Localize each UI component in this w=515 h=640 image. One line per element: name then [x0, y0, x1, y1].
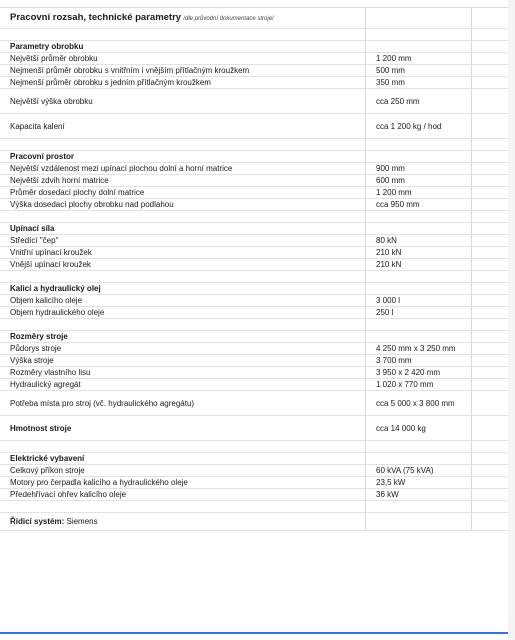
title-cell[interactable] — [0, 8, 366, 29]
param-label[interactable]: Vnější upínací kroužek — [0, 259, 366, 271]
table-row — [0, 343, 515, 355]
param-value[interactable]: 250 l — [366, 307, 472, 319]
title-row — [0, 8, 515, 29]
blank-row — [0, 29, 515, 41]
section-heading[interactable]: Kalicí a hydraulický olej — [0, 283, 366, 295]
table-row — [0, 513, 515, 531]
table-row — [0, 114, 515, 139]
param-label[interactable]: Půdorys stroje — [0, 343, 366, 355]
section-header-row — [0, 283, 515, 295]
param-label[interactable]: Největší výška obrobku — [0, 89, 366, 114]
param-value[interactable]: cca 5 000 x 3 800 mm — [366, 391, 472, 416]
param-label: Řídicí systém: — [10, 517, 65, 526]
param-label[interactable]: Výška stroje — [0, 355, 366, 367]
section-heading[interactable]: Elektrické vybavení — [0, 453, 366, 465]
param-label[interactable]: Objem kalicího oleje — [0, 295, 366, 307]
title-note: /dle průvodní dokumentace stroje/ — [183, 15, 274, 22]
table-row — [0, 477, 515, 489]
param-value[interactable]: cca 250 mm — [366, 89, 472, 114]
param-value[interactable]: 1 200 mm — [366, 53, 472, 65]
blank-row — [0, 271, 515, 283]
blank-row — [0, 139, 515, 151]
section-heading[interactable]: Pracovní prostor — [0, 151, 366, 163]
param-value[interactable]: 80 kN — [366, 235, 472, 247]
blank-row — [0, 211, 515, 223]
param-value[interactable]: 4 250 mm x 3 250 mm — [366, 343, 472, 355]
section-header-row — [0, 331, 515, 343]
blank-row — [0, 319, 515, 331]
param-value[interactable]: 3 950 x 2 420 mm — [366, 367, 472, 379]
param-value[interactable]: cca 950 mm — [366, 199, 472, 211]
parameter-table — [0, 8, 515, 531]
table-row — [0, 65, 515, 77]
param-label[interactable]: Průměr dosedací plochy dolní matrice — [0, 187, 366, 199]
param-value[interactable]: 900 mm — [366, 163, 472, 175]
section-header-row — [0, 41, 515, 53]
param-label[interactable]: Největší průměr obrobku — [0, 53, 366, 65]
table-row — [0, 163, 515, 175]
table-row — [0, 489, 515, 501]
param-label[interactable]: Předehřívací ohřev kalicího oleje — [0, 489, 366, 501]
param-value[interactable]: 1 200 mm — [366, 187, 472, 199]
top-strip — [0, 0, 515, 8]
blank-row — [0, 501, 515, 513]
param-value[interactable]: 350 mm — [366, 77, 472, 89]
table-row — [0, 187, 515, 199]
section-header-row — [0, 453, 515, 465]
param-value[interactable]: 1 020 x 770 mm — [366, 379, 472, 391]
table-row — [0, 89, 515, 114]
blank-row — [0, 441, 515, 453]
empty-cell[interactable] — [366, 8, 472, 29]
table-row — [0, 367, 515, 379]
table-row — [0, 77, 515, 89]
table-row — [0, 235, 515, 247]
table-row — [0, 355, 515, 367]
page-title: Pracovní rozsah, technické parametry — [10, 11, 182, 23]
param-label[interactable]: Hmotnost stroje — [0, 416, 366, 441]
table-row — [0, 295, 515, 307]
param-label[interactable]: Rozměry vlastního lisu — [0, 367, 366, 379]
table-row — [0, 259, 515, 271]
param-label[interactable]: Motory pro čerpadla kalicího a hydraulického oleje — [0, 477, 366, 489]
param-label[interactable]: Hydraulický agregát — [0, 379, 366, 391]
param-label[interactable]: Potřeba místa pro stroj (vč. hydraulického agregátu) — [0, 391, 366, 416]
param-value[interactable]: 3 000 l — [366, 295, 472, 307]
param-value[interactable]: 60 kVA (75 kVA) — [366, 465, 472, 477]
param-label[interactable]: Výška dosedací plochy obrobku nad podlahou — [0, 199, 366, 211]
table-row — [0, 53, 515, 65]
bottom-accent-bar — [0, 632, 508, 634]
param-value[interactable]: 36 kW — [366, 489, 472, 501]
param-value[interactable]: cca 14 000 kg — [366, 416, 472, 441]
param-label[interactable]: Objem hydraulického oleje — [0, 307, 366, 319]
table-row — [0, 391, 515, 416]
param-value[interactable]: 210 kN — [366, 259, 472, 271]
param-value[interactable]: 210 kN — [366, 247, 472, 259]
table-row — [0, 416, 515, 441]
param-label[interactable]: Nejmenší průměr obrobku s vnitřním i vnějším přítlačným kroužkem — [0, 65, 366, 77]
param-value[interactable]: 23,5 kW — [366, 477, 472, 489]
param-value[interactable]: 3 700 mm — [366, 355, 472, 367]
param-label[interactable]: Největší zdvih horní matrice — [0, 175, 366, 187]
table-row — [0, 379, 515, 391]
param-value[interactable]: 500 mm — [366, 65, 472, 77]
param-label[interactable]: Největší vzdálenost mezi upínací plochou dolní a horní matrice — [0, 163, 366, 175]
table-row — [0, 247, 515, 259]
param-label[interactable]: Středící "čep" — [0, 235, 366, 247]
table-row — [0, 199, 515, 211]
table-row — [0, 465, 515, 477]
param-label[interactable]: Vnitřní upínací kroužek — [0, 247, 366, 259]
param-label[interactable]: Celkový příkon stroje — [0, 465, 366, 477]
param-value: Siemens — [66, 517, 98, 526]
table-row — [0, 307, 515, 319]
section-header-row — [0, 151, 515, 163]
param-label[interactable]: Nejmenší průměr obrobku s jedním přítlačným kroužkem — [0, 77, 366, 89]
table-row — [0, 175, 515, 187]
right-edge-strip — [508, 0, 515, 640]
control-system-cell[interactable] — [0, 513, 366, 531]
param-value[interactable]: 600 mm — [366, 175, 472, 187]
section-header-row — [0, 223, 515, 235]
section-heading[interactable]: Upínací síla — [0, 223, 366, 235]
section-heading[interactable]: Parametry obrobku — [0, 41, 366, 53]
section-heading[interactable]: Rozměry stroje — [0, 331, 366, 343]
param-value[interactable]: cca 1 200 kg / hod — [366, 114, 472, 139]
param-label[interactable]: Kapacita kalení — [0, 114, 366, 139]
